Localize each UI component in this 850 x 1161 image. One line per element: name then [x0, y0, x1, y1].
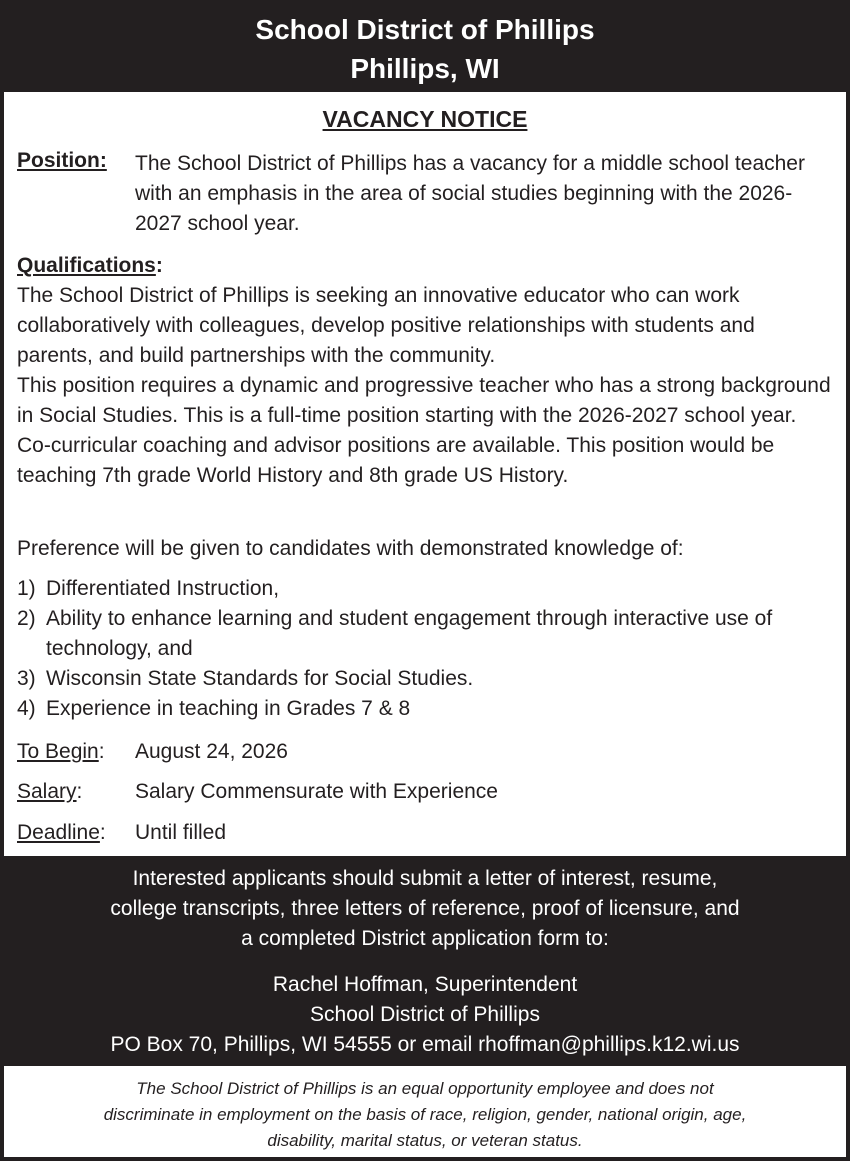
- contact-name: Rachel Hoffman, Superintendent: [272, 973, 578, 996]
- district-name: School District of Phillips: [255, 14, 595, 45]
- district-location: Phillips, WI: [350, 53, 500, 84]
- deadline-colon: :: [99, 821, 106, 844]
- application-line-2: college transcripts, three letters of reference, proof of licensure, and: [110, 897, 740, 920]
- list-item-text: Experience in teaching in Grades 7 & 8: [46, 697, 411, 720]
- begin-label-text: To Begin: [17, 740, 99, 763]
- list-item: [17, 604, 846, 664]
- list-item-text: Ability to enhance learning and student engagement through interactive use of technology, and: [46, 607, 773, 660]
- salary-value: Salary Commensurate with Experience: [135, 780, 498, 803]
- position-text: The School District of Phillips has a vacancy for a middle school teacher with an emphasis in the area of social studies beginning with the 2026-2027 school year.: [135, 152, 805, 235]
- header-banner: [4, 4, 846, 92]
- list-item-number: 4): [17, 697, 36, 720]
- list-item: [17, 694, 846, 724]
- list-item-number: 1): [17, 577, 36, 600]
- eeo-line-3: disability, marital status, or veteran status.: [267, 1131, 583, 1150]
- application-text: [4, 864, 846, 954]
- preference-list: [17, 574, 846, 724]
- list-item-number: 3): [17, 667, 36, 690]
- list-item: [17, 574, 846, 604]
- equal-opportunity-statement: [4, 1076, 846, 1154]
- application-instructions: [4, 856, 846, 1066]
- position-label-text: Position:: [17, 149, 107, 172]
- qualifications-paragraph-2: This position requires a dynamic and progressive teacher who has a strong background in Social Studies. This is a full-time position starting with the 2026-2027 school year. Co-curricular coaching and advisor positions are available. This position would be teaching 7th grade World History and 8th grade US History.: [17, 374, 831, 487]
- qualifications-colon: :: [155, 254, 163, 277]
- contact-organization: School District of Phillips: [310, 1003, 540, 1026]
- deadline-label: [17, 818, 106, 848]
- eeo-line-2: discriminate in employment on the basis of race, religion, gender, national origin, age,: [103, 1105, 747, 1124]
- preference-intro: Preference will be given to candidates with demonstrated knowledge of:: [17, 537, 684, 560]
- begin-value: August 24, 2026: [135, 740, 288, 763]
- contact-address-email: PO Box 70, Phillips, WI 54555 or email rhoffman@phillips.k12.wi.us: [110, 1033, 740, 1056]
- position-label: [17, 149, 107, 173]
- list-item: [17, 664, 846, 694]
- deadline-value: Until filled: [135, 821, 227, 844]
- qualifications-paragraph-1: The School District of Phillips is seeking an innovative educator who can work collaboratively with colleagues, develop positive relationships with students and parents, and build partnerships with the community.: [17, 284, 755, 367]
- deadline-label-text: Deadline: [17, 821, 100, 844]
- begin-label: [17, 737, 105, 767]
- salary-label-text: Salary: [17, 780, 77, 803]
- list-item-number: 2): [17, 607, 36, 630]
- list-item-text: Differentiated Instruction,: [46, 577, 280, 600]
- notice-title: VACANCY NOTICE: [322, 106, 528, 132]
- eeo-line-1: The School District of Phillips is an equal opportunity employee and does not: [136, 1079, 714, 1098]
- begin-colon: :: [98, 740, 105, 763]
- contact-block: [4, 970, 846, 1060]
- salary-label: [17, 777, 82, 807]
- qualifications-label: Qualifications: [17, 254, 156, 277]
- qualifications-section: [17, 251, 836, 491]
- qualifications-heading: [17, 251, 836, 281]
- list-item-text: Wisconsin State Standards for Social Studies.: [46, 667, 474, 690]
- application-line-1: Interested applicants should submit a letter of interest, resume,: [132, 867, 718, 890]
- application-line-3: a completed District application form to:: [241, 927, 609, 950]
- salary-colon: :: [76, 780, 83, 803]
